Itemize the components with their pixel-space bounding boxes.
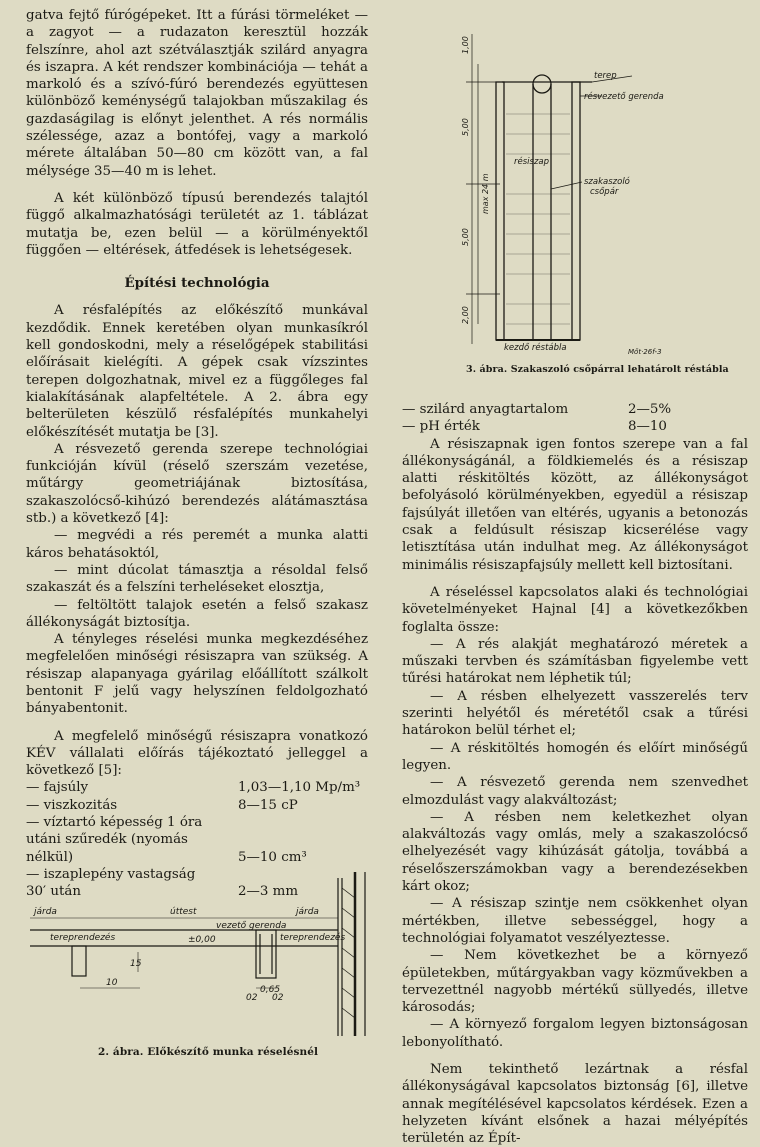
fig2-dim-02a: 02 [246, 993, 258, 1003]
fig2-dim-02b: 02 [272, 993, 284, 1003]
right-bullet-6: — A résiszap szintje nem csökkenhet olyan mértékben, illetve sebességgel, hogy a technológiai folyamatot veszélyeztesse. [402, 896, 748, 946]
fig2-dim-065: 0,65 [260, 985, 281, 995]
right-column [402, 401, 748, 1147]
spec-row [26, 779, 368, 796]
spec-value: 2—3 mm [238, 884, 299, 900]
spec-name: — szilárd anyagtartalom [402, 402, 569, 417]
spec-name: — viszkozitás [26, 797, 118, 813]
fig3-stamp: Mőt·26f-3 [628, 348, 662, 354]
figure-3-caption: 3. ábra. Szakaszoló csőpárral lehatárolt réstábla [466, 364, 729, 375]
left-paragraph-1: gatva fejtő fúrógépeket. Itt a fúrási törmeléket — a zagyot — a rudazaton keresztül hozzák felszínre, ahol azt szétválasztják szilárd anyagra és iszapra. A két rendszer kombinációja — tehát a markoló és a szívó-fúró berendezés együttesen különböző keménységű talajokban műszakilag és gazdaságilag is előnyt jelenthet. A rés normális szélessége, azaz a bontófej, vagy a markoló mérete általában 50—80 cm között van, a fal mélysége 35—40 m is lehet. [26, 8, 368, 179]
fig3-label-kezdo-restabla: kezdő réstábla [504, 343, 567, 353]
figure-3-diagram [452, 24, 722, 354]
left-paragraph-5: A tényleges réselési munka megkezdéséhez megfelelően minőségi résiszapra van szükség. A résiszap alapanyaga gyárilag előállított szálkolt bentonit F jelű vagy helyszínen feldolgozható bányabentonit. [26, 632, 368, 717]
fig2-label-jarda-right: járda [296, 907, 319, 917]
fig2-label-jarda-left: járda [34, 907, 57, 917]
left-paragraph-4: A résvezető gerenda szerepe technológiai funkcióján kívül (réselő szerszám vezetése, műtárgy geometriájának biztosítása, szakaszolócső-kihúzó berendezés alátámasztása stb.) a következő [4]: [26, 441, 368, 527]
fig3-dim-500a: 5,00 [461, 118, 470, 136]
spec-value: 1,03—1,10 Mp/m³ [238, 780, 361, 796]
spec-value: 2—5% [628, 402, 672, 417]
fig2-label-level: ±0,00 [188, 935, 216, 945]
right-bullet-8: — A környező forgalom legyen biztonságosan lebonyolítható. [402, 1017, 748, 1050]
spec-name: — fajsúly [26, 780, 89, 796]
spec-value: 5—10 cm³ [238, 849, 307, 865]
left-paragraph-6: A megfelelő minőségű résiszapra vonatkozó KÉV vállalati előírás tájékoztató jelleggel a következő [5]: [26, 728, 368, 779]
fig3-label-resiszap: résiszap [514, 157, 550, 167]
spec-name: — pH érték [402, 419, 480, 435]
section-heading: Építési technológia [124, 275, 270, 292]
fig3-dim-200: 2,00 [461, 306, 470, 324]
fig2-dim-15: 15 [130, 959, 142, 969]
right-bullet-3: — A réskitöltés homogén és előírt minőségű legyen. [402, 740, 748, 773]
spec-list-right [402, 401, 748, 436]
spec-row [402, 418, 748, 435]
right-bullet-7: — Nem következhet be a környező épületekben, műtárgyakban vagy közművekben a tervezettnél nagyobb mértékű süllyedés, illetve károsodás; [402, 948, 748, 1016]
left-column [26, 7, 368, 901]
spec-name: — iszaplepény vastagság 30′ után [26, 866, 196, 900]
figure-2-diagram [20, 868, 370, 1040]
fig2-label-tereprendezes-left: tereprendezés [50, 933, 116, 943]
right-bullet-2: — A résben elhelyezett vasszerelés terv szerinti helyétől és méretétől csak a tűrési határokon belül térhet el; [402, 688, 748, 739]
fig3-dim-100: 1,00 [461, 36, 470, 54]
spec-value: 8—10 [628, 419, 667, 435]
fig3-label-szakaszolo: szakaszoló [584, 177, 630, 187]
right-paragraph-3: Nem tekinthető lezártnak a résfal állékonyságával kapcsolatos biztonság [6], illetve annak megítélésével kapcsolatos kérdések. Ezen a helyzeten kívánt elsőnek a hazai mélyépítés területén az Épít- [402, 1061, 748, 1147]
right-bullet-5: — A résben nem keletkezhet olyan alakváltozás vagy omlás, mely a szakaszolócső elhelyezését vagy kihúzását gátolja, továbbá a réselőszerszámokban vagy a berendezésekben kárt okoz; [402, 809, 748, 895]
spec-row [26, 814, 368, 866]
left-paragraph-3: A résfalépítés az előkészítő munkával kezdődik. Ennek keretében olyan munkasíkról kell gondoskodni, mely a réselőgépek stabilitási előírásait kielégíti. A gépek csak vízszintes terepen dolgozhatnak, mivel ez a függőleges fal kialakításának alapfeltétele. A 2. ábra egy belterületen készülő résfalépítés munkahelyi előkészítését mutatja be [3]. [26, 303, 368, 440]
fig2-label-uttest: úttest [170, 907, 197, 917]
fig3-label-terep: terep [594, 71, 617, 81]
fig3-label-gerenda: résvezető gerenda [584, 92, 664, 102]
fig3-label-csopar: csőpár [590, 187, 619, 197]
fig2-dim-10: 10 [106, 978, 118, 988]
right-bullet-1: — A rés alakját meghatározó méretek a műszaki tervben és számításban figyelembe vett tűrési határokat nem léphetik túl; [402, 636, 748, 687]
left-paragraph-2: A két különböző típusú berendezés talajtól függő alkalmazhatósági területét az 1. táblázat mutatja be, ezen belül — a körülményektől függően — eltérések, átfedések is lehetségesek. [26, 190, 368, 258]
spec-name: — víztartó képesség 1 óra utáni szűredék (nyomás nélkül) [26, 815, 203, 865]
right-bullet-4: — A résvezető gerenda nem szenvedhet elmozdulást vagy alakváltozást; [402, 775, 748, 808]
spec-value: 8—15 cP [238, 797, 298, 813]
figure-2-caption: 2. ábra. Előkészítő munka réselésnél [98, 1046, 319, 1058]
fig3-dim-500b: 5,00 [461, 228, 470, 246]
left-bullet-2: — mint dúcolat támasztja a résoldal felső szakaszát és a felszíni terheléseket elosztja, [26, 562, 368, 596]
fig3-dim-max: max 24 m [481, 173, 490, 214]
fig2-label-tereprendezes-right: tereprendezés [280, 933, 346, 943]
right-paragraph-1: A résiszapnak igen fontos szerepe van a fal állékonyságánál, a földkiemelés és a résiszap alatti réskitöltés között, az állékonyságot befolyásoló körülményekben, egyedül a résiszap fajsúlyát illetően van eltérés, ugyanis a betonozás csak a feldúsult résiszap kicserélése vagy letisztítása után indulhat meg. Az állékonyságot minimális résiszapfajsúly mellett kell biztosítani. [402, 436, 748, 573]
left-bullet-3: — feltöltött talajok esetén a felső szakasz állékonyságát biztosítja. [26, 597, 368, 630]
right-paragraph-2: A réseléssel kapcsolatos alaki és technológiai követelményeket Hajnal [4] a következőkben foglalta össze: [402, 584, 748, 635]
spec-row [402, 401, 748, 418]
left-bullet-1: — megvédi a rés peremét a munka alatti káros behatásoktól, [26, 528, 368, 561]
spec-row [26, 797, 368, 814]
fig2-label-vezeto-gerenda: vezető gerenda [216, 921, 287, 931]
